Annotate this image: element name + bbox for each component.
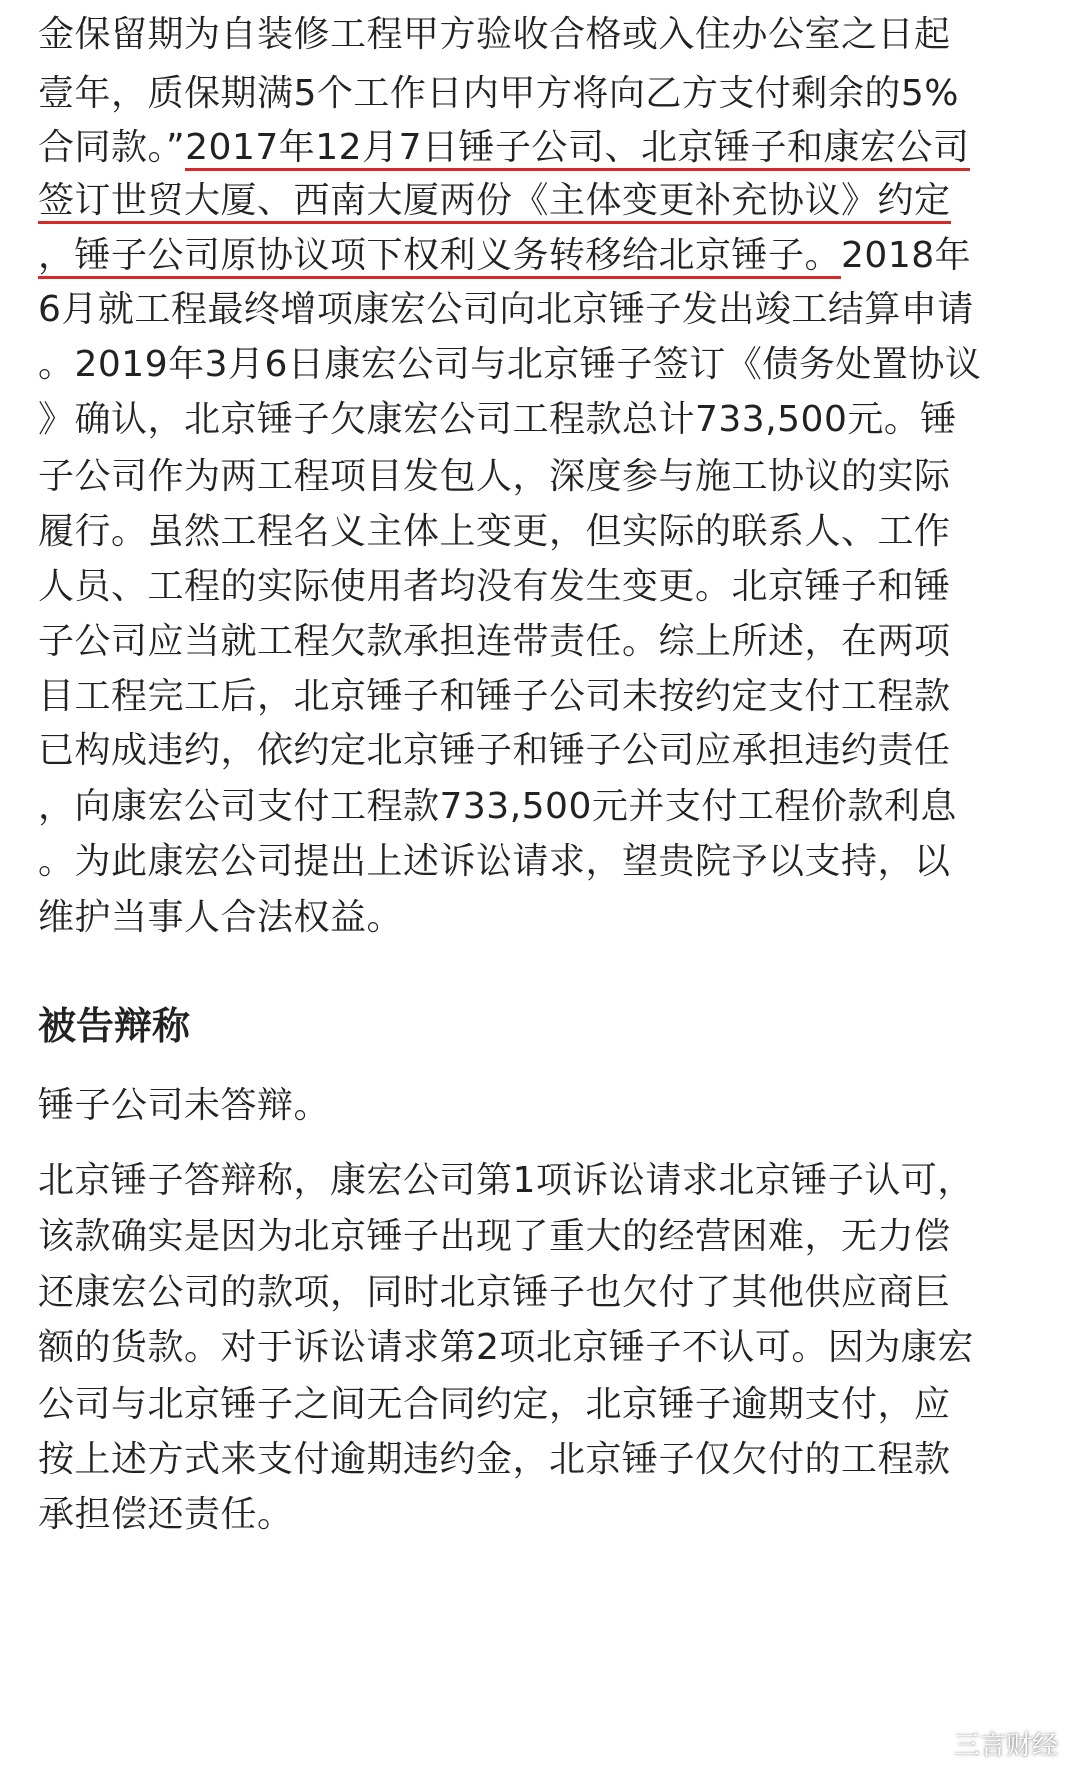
defense-line-6: 按上述方式来支付逾期违约金，北京锤子仅欠付的工程款 [38, 1439, 951, 1480]
body-line-13: 目工程完工后，北京锤子和锤子公司未按约定支付工程款 [38, 676, 951, 717]
defense-line-3: 还康宏公司的款项，同时北京锤子也欠付了其他供应商巨 [38, 1272, 951, 1313]
body-line-17: 维护当事人合法权益。 [38, 897, 404, 938]
body-line-6: 6月就工程最终增项康宏公司向北京锤子发出竣工结算申请 [38, 289, 974, 330]
body-line-7: 。2019年3月6日康宏公司与北京锤子签订《债务处置协议 [38, 344, 982, 385]
body-line-16: 。为此康宏公司提出上述诉讼请求，望贵院予以支持，以 [38, 841, 951, 882]
body-line-10: 履行。虽然工程名义主体上变更，但实际的联系人、工作 [38, 511, 951, 552]
defense-line-1: 北京锤子答辩称，康宏公司第1项诉讼请求北京锤子认可， [38, 1160, 974, 1201]
short-paragraph: 锤子公司未答辩。 [38, 1085, 331, 1126]
body-line-14: 已构成违约，依约定北京锤子和锤子公司应承担违约责任 [38, 730, 951, 771]
underlined-text-1: 2017年12月7日锤子公司、北京锤子和康宏公司 [185, 127, 969, 171]
body-line-8: 》确认，北京锤子欠康宏公司工程款总计733,500元。锤 [38, 399, 957, 440]
section-heading: 被告辩称 [38, 1004, 191, 1048]
body-line-3-prefix: 合同款。” [38, 127, 186, 168]
defense-line-5: 公司与北京锤子之间无合同约定，北京锤子逾期支付，应 [38, 1384, 951, 1425]
body-line-5-suffix: 2018年 [841, 235, 972, 276]
defense-line-7: 承担偿还责任。 [38, 1494, 294, 1535]
underlined-text-2: 签订世贸大厦、西南大厦两份《主体变更补充协议》约定 [38, 180, 951, 224]
body-line-1: 金保留期为自装修工程甲方验收合格或入住办公室之日起 [38, 14, 951, 55]
defense-line-4: 额的货款。对于诉讼请求第2项北京锤子不认可。因为康宏 [38, 1327, 974, 1368]
body-line-2: 壹年，质保期满5个工作日内甲方将向乙方支付剩余的5% [38, 73, 960, 114]
watermark-text: 三言财经 [953, 1730, 1058, 1761]
underlined-text-3: ，锤子公司原协议项下权利义务转移给北京锤子。 [38, 235, 841, 279]
body-line-4 [38, 170, 951, 232]
watermark [898, 1724, 1058, 1762]
body-line-11: 人员、工程的实际使用者均没有发生变更。北京锤子和锤 [38, 566, 951, 607]
body-line-12: 子公司应当就工程欠款承担连带责任。综上所述，在两项 [38, 621, 951, 662]
body-line-15: ，向康宏公司支付工程款733,500元并支付工程价款利息 [38, 786, 957, 827]
body-line-5 [38, 225, 971, 287]
body-line-9: 子公司作为两工程项目发包人，深度参与施工协议的实际 [38, 456, 951, 497]
defense-line-2: 该款确实是因为北京锤子出现了重大的经营困难，无力偿 [38, 1216, 951, 1257]
wechat-icon [898, 1724, 944, 1762]
